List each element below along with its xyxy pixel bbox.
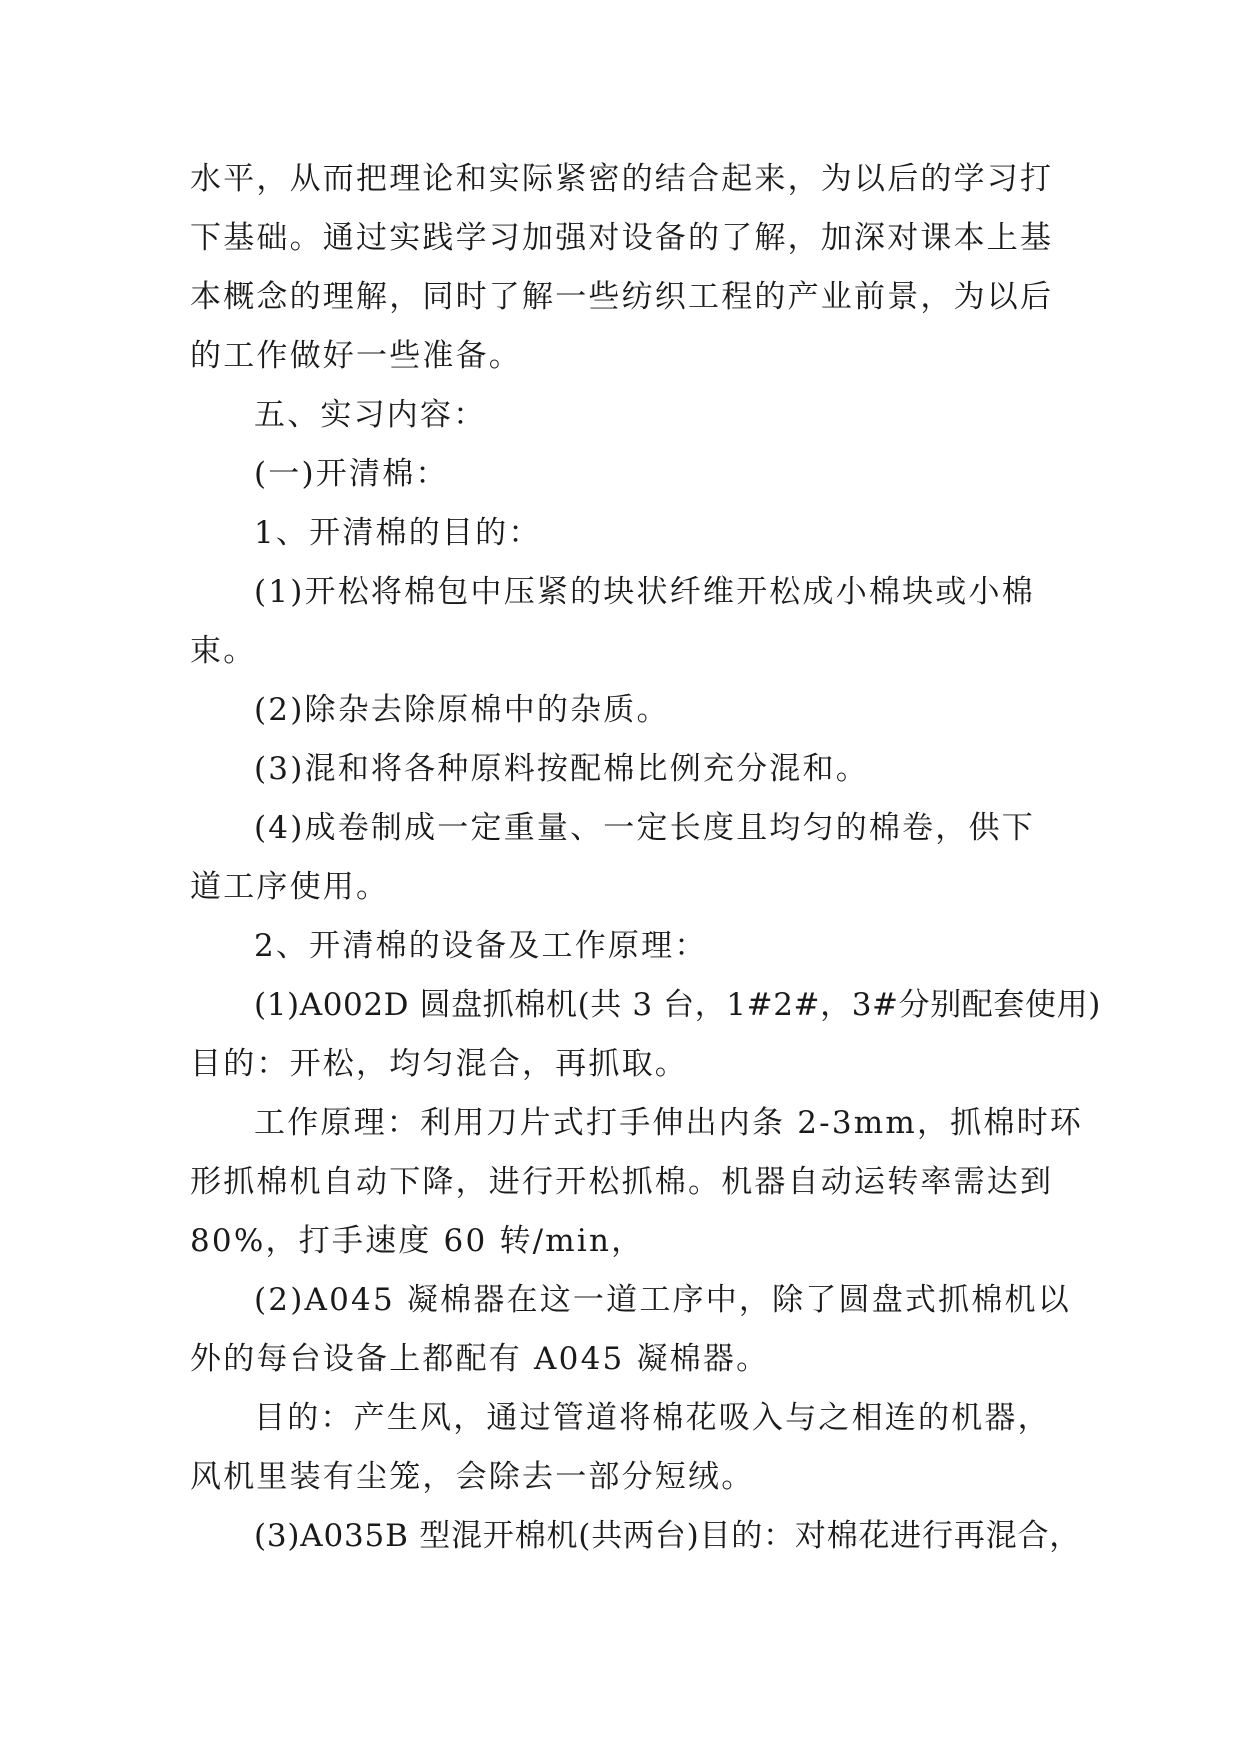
paragraph-line: 目的：产生风，通过管道将棉花吸入与之相连的机器， xyxy=(254,1400,1051,1436)
paragraph-line: 束。 xyxy=(190,633,257,669)
paragraph-line: (4)成卷制成一定重量、一定长度且均匀的棉卷，供下 xyxy=(254,810,1035,846)
paragraph-line: 道工序使用。 xyxy=(190,869,390,905)
document-body xyxy=(190,150,1101,1566)
paragraph-line: 的工作做好一些准备。 xyxy=(190,338,522,374)
section-heading: 五、实习内容： xyxy=(254,397,487,433)
item-heading: 2、开清棉的设备及工作原理： xyxy=(254,928,708,964)
paragraph-line: 外的每台设备上都配有 A045 凝棉器。 xyxy=(190,1341,770,1377)
paragraph-line: 水平，从而把理论和实际紧密的结合起来，为以后的学习打 xyxy=(190,161,1054,197)
paragraph-line: 下基础。通过实践学习加强对设备的了解，加深对课本上基 xyxy=(190,220,1054,256)
item-heading: 1、开清棉的目的： xyxy=(254,515,542,551)
paragraph-line: (3)A035B 型混开棉机(共两台)目的：对棉花进行再混合， xyxy=(254,1518,1082,1554)
paragraph-line: (3)混和将各种原料按配棉比例充分混和。 xyxy=(254,751,869,787)
paragraph-line: (1)A002D 圆盘抓棉机(共 3 台，1#2#，3#分别配套使用) xyxy=(254,987,1101,1023)
paragraph-line: (2)除杂去除原棉中的杂质。 xyxy=(254,692,670,728)
subsection-heading: (一)开清棉： xyxy=(254,456,449,492)
paragraph-line: 目的：开松，均匀混合，再抓取。 xyxy=(190,1046,688,1082)
paragraph-line: 工作原理：利用刀片式打手伸出内条 2-3mm，抓棉时环 xyxy=(254,1105,1083,1141)
paragraph-line: (2)A045 凝棉器在这一道工序中，除了圆盘式抓棉机以 xyxy=(254,1282,1071,1318)
paragraph-line: 本概念的理解，同时了解一些纺织工程的产业前景，为以后 xyxy=(190,279,1054,315)
paragraph-line: 形抓棉机自动下降，进行开松抓棉。机器自动运转率需达到 xyxy=(190,1164,1054,1200)
paragraph-line: 风机里装有尘笼，会除去一部分短绒。 xyxy=(190,1459,755,1495)
paragraph-line: 80%，打手速度 60 转/min， xyxy=(190,1223,645,1259)
paragraph-line: (1)开松将棉包中压紧的块状纤维开松成小棉块或小棉 xyxy=(254,574,1035,610)
